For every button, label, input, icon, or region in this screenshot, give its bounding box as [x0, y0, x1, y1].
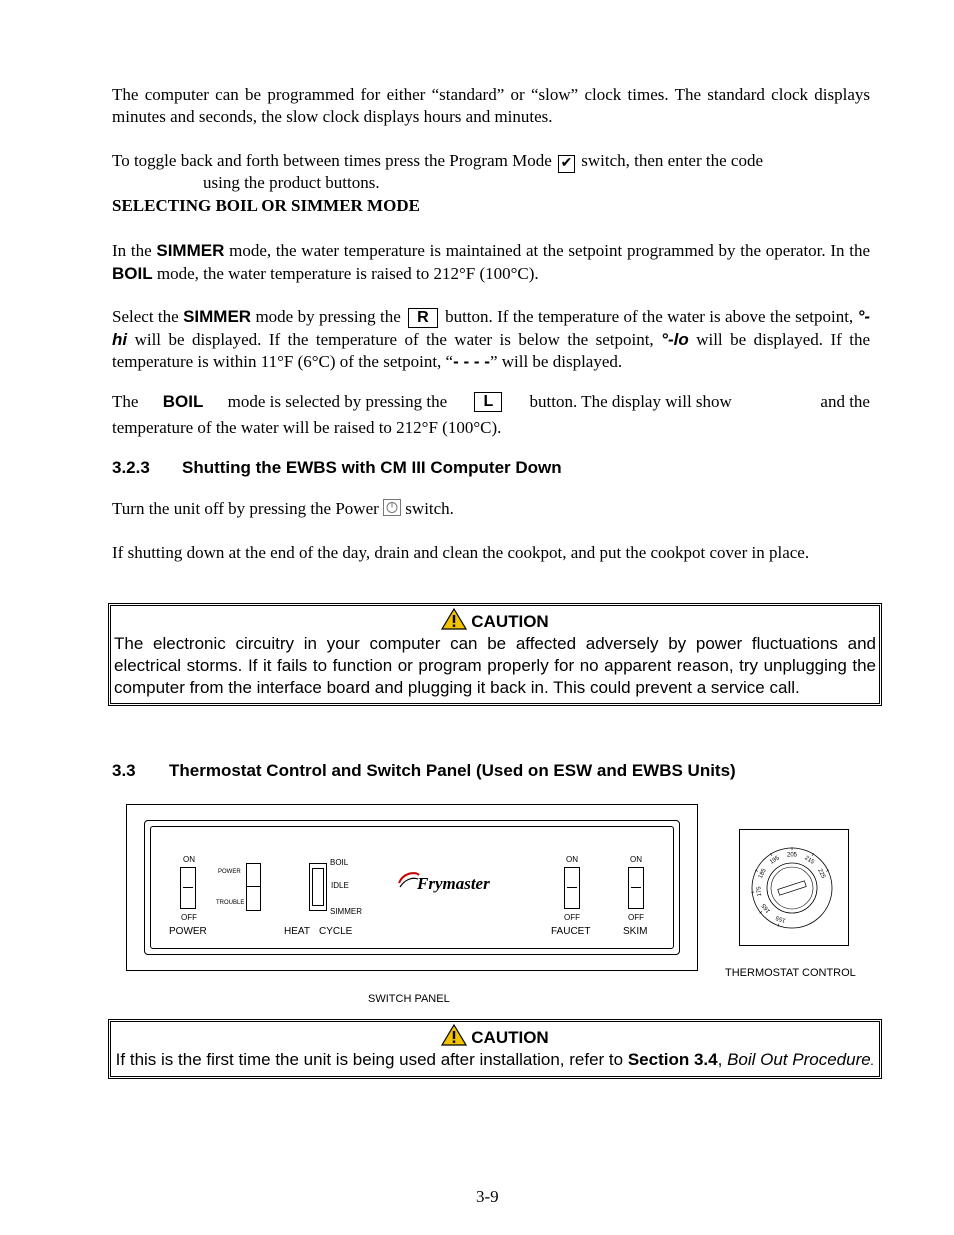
dial-number: 225 — [816, 867, 827, 880]
dial-number: 185 — [757, 867, 768, 880]
caution-box-first-use: CAUTION If this is the first time the unit is being used after installation, refer to Section 3.4, Boil Out Procedure. — [108, 1019, 882, 1079]
toggle-times-paragraph-line2: using the product buttons. — [203, 173, 380, 192]
cycle-label: CYCLE — [319, 926, 353, 937]
dial-number: 205 — [786, 852, 798, 859]
r-key: R — [408, 308, 438, 328]
simmer-boil-paragraph: In the SIMMER mode, the water temperature is maintained at the setpoint programmed by the operator. In the BOIL mode, the water temperature is raised to 212°F (100°C). — [112, 241, 871, 283]
shutdown-end-of-day-paragraph: If shutting down at the end of the day, drain and clean the cookpot, and put the cookpot cover in place. — [112, 543, 810, 562]
faucet-switch-label: FAUCET — [551, 926, 591, 937]
selecting-mode-heading: SELECTING BOIL OR SIMMER MODE — [112, 196, 420, 215]
warning-icon — [441, 608, 467, 630]
caution-box-electronics: CAUTION The electronic circuitry in your computer can be affected adversely by power fluctuations and electrical storms. If it fails to function or program properly for no apparent reason, try unplugging the computer from the interface board and plugging it back in. This could prevent a service call. — [108, 603, 882, 706]
section-3-3-heading: 3.3 Thermostat Control and Switch Panel (Used on ESW and EWBS Units) — [112, 761, 736, 780]
dial-number: 155 — [775, 913, 787, 923]
power-switch[interactable] — [180, 867, 196, 909]
faucet-switch[interactable] — [564, 867, 580, 909]
thermostat-caption: THERMOSTAT CONTROL — [725, 967, 856, 979]
boil-select-paragraph-line2: temperature of the water will be raised to 212°F (100°C). — [112, 418, 502, 437]
switch-panel-figure: ON OFF POWER POWER TROUBLE BOIL IDLE SIMMER HEAT CYCLE Frymaster ON OFF FAUCET ON OFF SKIM — [126, 804, 698, 971]
dial-number: 165 — [761, 902, 772, 914]
power-icon — [383, 499, 401, 522]
power-off-paragraph: Turn the unit off by pressing the Power switch. — [112, 498, 454, 522]
checkmark-icon: ✔ — [558, 155, 575, 173]
toggle-times-paragraph: To toggle back and forth between times press the Program Mode ✔ switch, then enter the code — [112, 151, 764, 171]
indicator-lights — [246, 863, 261, 911]
dial-number: 195 — [768, 855, 781, 866]
thermostat-dial[interactable] — [740, 830, 848, 945]
boil-select-paragraph: The BOIL mode is selected by pressing the L button. The display will show and the — [112, 392, 870, 411]
thermostat-control-figure — [739, 829, 849, 946]
page-number: 3-9 — [476, 1187, 499, 1206]
power-switch-label: POWER — [169, 926, 207, 937]
caution-body: The electronic circuitry in your computer can be affected adversely by power fluctuations and electrical storms. If it fails to function or program properly for no apparent reason, try unplugging the computer from the interface board and plugging it back in. This could prevent a service call. — [114, 634, 876, 697]
dial-number: 175 — [756, 886, 764, 897]
skim-switch-label: SKIM — [623, 926, 648, 937]
warning-icon — [441, 1024, 467, 1046]
l-key: L — [474, 392, 502, 412]
clock-times-paragraph: The computer can be programmed for either “standard” or “slow” clock times. The standard clock displays minutes and seconds, the slow clock displays hours and minutes. — [112, 85, 870, 126]
skim-switch[interactable] — [628, 867, 644, 909]
switch-panel-caption: SWITCH PANEL — [368, 993, 450, 1005]
simmer-select-paragraph: Select the SIMMER mode by pressing the R button. If the temperature of the water is above the setpoint, °-hi will be displayed. If the temperature of the water is below the setpoint, °-lo will be displayed. If the temperature is within 11°F (6°C) of the setpoint, “- - - -” will be displayed. — [112, 307, 871, 371]
heat-label: HEAT — [284, 926, 310, 937]
heat-cycle-switch[interactable] — [309, 863, 327, 911]
section-3-2-3-heading: 3.2.3 Shutting the EWBS with CM III Computer Down — [112, 458, 562, 477]
caution-body: If this is the first time the unit is being used after installation, refer to Section 3.4, Boil Out Procedure. — [115, 1050, 875, 1069]
dial-number: 215 — [803, 855, 816, 866]
